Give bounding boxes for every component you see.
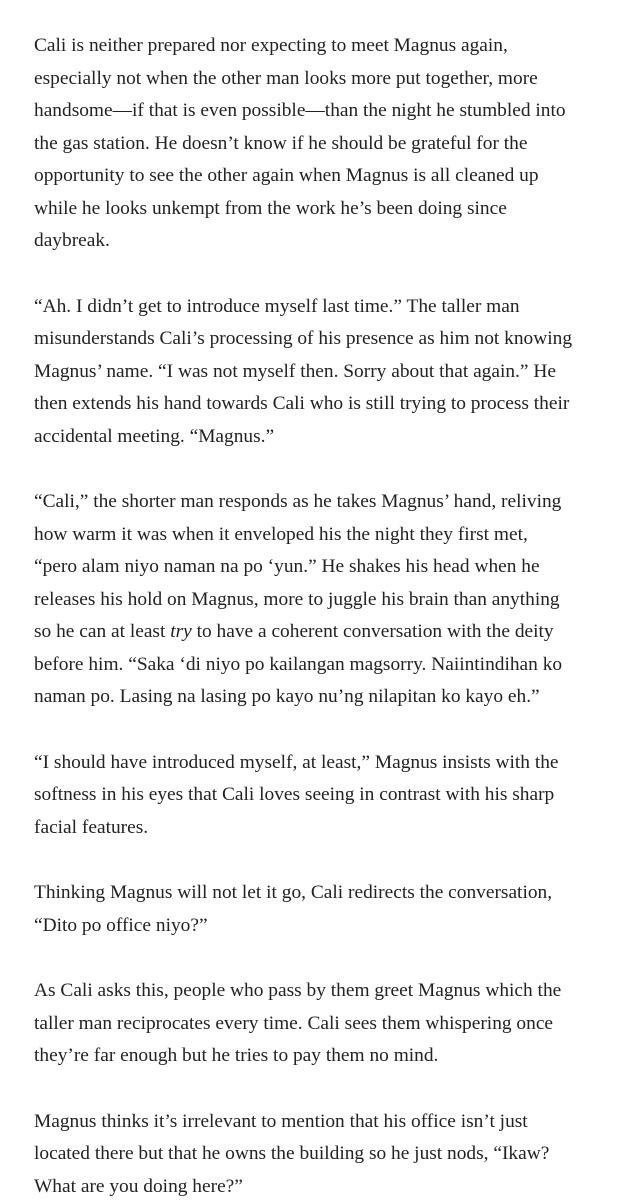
text-line: while he looks unkempt from the work he’s been doing since [34,193,605,226]
text-line: softness in his eyes that Cali loves seeing in contrast with his sharp [34,779,605,812]
text-line: Magnus’ name. “I was not myself then. Sorry about that again.” He [34,356,605,389]
text-segment: so he can at least [34,621,170,642]
text-line: before him. “Saka ‘di niyo po kailangan magsorry. Naiintindihan ko [34,649,605,682]
paragraph-5 [34,877,605,942]
paragraph-4 [34,747,605,845]
text-line: “Ah. I didn’t get to introduce myself last time.” The taller man [34,291,605,324]
text-line-with-emphasis [34,616,605,649]
text-line: releases his hold on Magnus, more to juggle his brain than anything [34,584,605,617]
text-line: Thinking Magnus will not let it go, Cali redirects the conversation, [34,877,605,910]
text-line: opportunity to see the other again when Magnus is all cleaned up [34,160,605,193]
emphasized-word: try [170,621,192,642]
text-line: especially not when the other man looks more put together, more [34,63,605,96]
text-line: “Cali,” the shorter man responds as he takes Magnus’ hand, reliving [34,486,605,519]
text-line: handsome—if that is even possible—than the night he stumbled into [34,95,605,128]
text-line: “I should have introduced myself, at least,” Magnus insists with the [34,747,605,780]
text-line: “Dito po office niyo?” [34,910,605,943]
text-line: accidental meeting. “Magnus.” [34,421,605,454]
text-line: located there but that he owns the building so he just nods, “Ikaw? [34,1138,605,1171]
text-line: Cali is neither prepared nor expecting to meet Magnus again, [34,30,605,63]
paragraph-3 [34,486,605,714]
text-segment: to have a coherent conversation with the deity [192,621,554,642]
text-line: how warm it was when it enveloped his the night they first met, [34,519,605,552]
text-line: misunderstands Cali’s processing of his presence as him not knowing [34,323,605,356]
text-line: daybreak. [34,225,605,258]
paragraph-7 [34,1106,605,1203]
text-line: Magnus thinks it’s irrelevant to mention that his office isn’t just [34,1106,605,1139]
text-line: As Cali asks this, people who pass by them greet Magnus which the [34,975,605,1008]
text-line: taller man reciprocates every time. Cali sees them whispering once [34,1008,605,1041]
text-line: the gas station. He doesn’t know if he should be grateful for the [34,128,605,161]
text-line: What are you doing here?” [34,1171,605,1203]
paragraph-1 [34,30,605,258]
paragraph-2 [34,291,605,454]
text-line: they’re far enough but he tries to pay them no mind. [34,1040,605,1073]
text-line: facial features. [34,812,605,845]
text-line: then extends his hand towards Cali who is still trying to process their [34,388,605,421]
paragraph-6 [34,975,605,1073]
text-line: naman po. Lasing na lasing po kayo nu’ng nilapitan ko kayo eh.” [34,681,605,714]
text-line: “pero alam niyo naman na po ‘yun.” He shakes his head when he [34,551,605,584]
